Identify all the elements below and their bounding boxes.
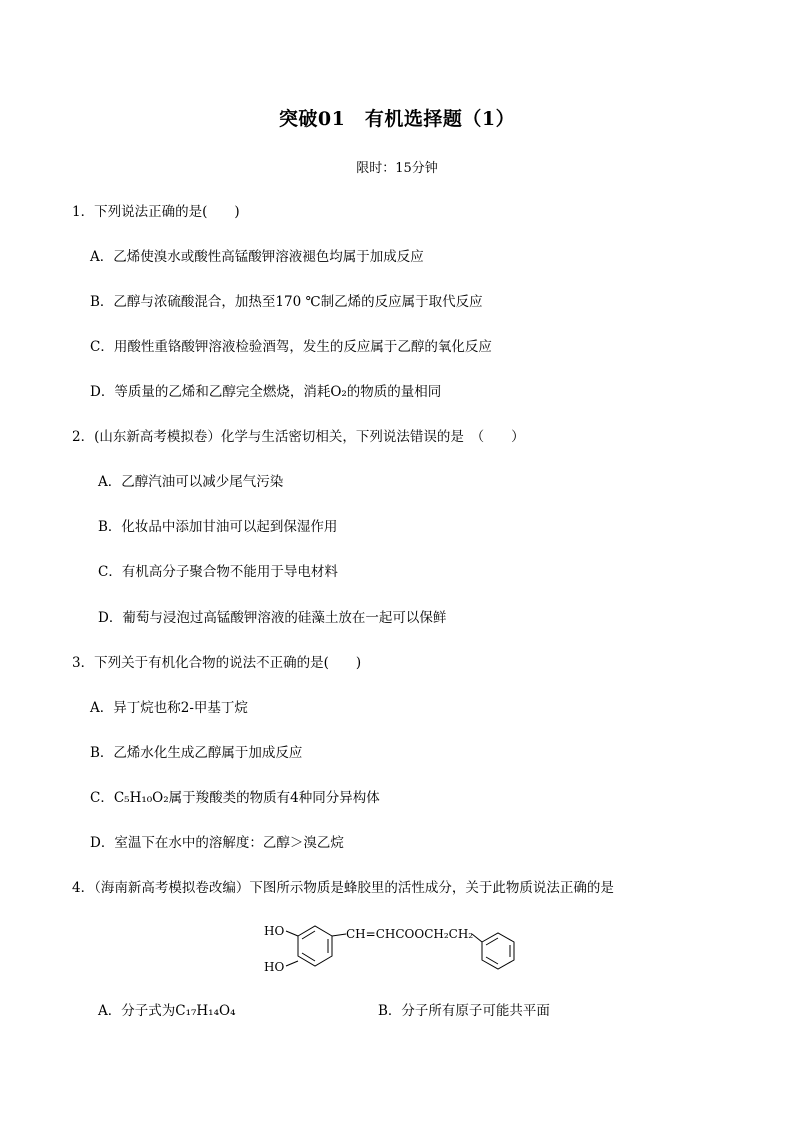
question-1-stem: 1．下列说法正确的是( ): [72, 204, 240, 220]
question-3-option-d: D．室温下在水中的溶解度：乙醇＞溴乙烷: [90, 835, 344, 851]
question-4-stem: 4．（海南新高考模拟卷改编）下图所示物质是蜂胶里的活性成分，关于此物质说法正确的是: [72, 880, 614, 896]
question-2-option-d: D．葡萄与浸泡过高锰酸钾溶液的硅藻土放在一起可以保鲜: [98, 610, 447, 626]
catechol-ring: [298, 926, 332, 966]
bond-chain-phenyl: [472, 934, 482, 942]
question-1-option-c: C．用酸性重铬酸钾溶液检验酒驾，发生的反应属于乙醇的氧化反应: [90, 339, 492, 355]
question-4-option-b: B．分子所有原子可能共平面: [378, 1003, 550, 1019]
question-3-option-c: C．C₅H₁₀O₂属于羧酸类的物质有4种同分异构体: [90, 790, 380, 806]
structure-chain: CH=CHCOOCH₂CH₂: [346, 927, 474, 941]
page-title: 突破01 有机选择题（1）: [278, 108, 516, 130]
question-2-option-a: A．乙醇汽油可以减少尾气污染: [98, 474, 284, 490]
bond-ho-bottom: [286, 961, 298, 966]
question-3-option-a: A．异丁烷也称2-甲基丁烷: [90, 700, 248, 716]
question-1-option-b: B．乙醇与浓硫酸混合，加热至170 ℃制乙烯的反应属于取代反应: [90, 294, 483, 310]
bond-ho-top: [286, 931, 298, 936]
structure-ho-bottom: HO: [264, 960, 285, 974]
time-limit: 限时：15分钟: [356, 161, 438, 176]
question-2-option-b: B．化妆品中添加甘油可以起到保湿作用: [98, 519, 338, 535]
question-2-stem: 2．(山东新高考模拟卷）化学与生活密切相关，下列说法错误的是 （ ）: [72, 429, 525, 445]
question-4-option-a: A．分子式为C₁₇H₁₄O₄: [98, 1003, 236, 1019]
question-2-option-c: C．有机高分子聚合物不能用于导电材料: [98, 564, 338, 580]
question-3-stem: 3．下列关于有机化合物的说法不正确的是( ): [72, 655, 362, 671]
bond-ring-chain: [332, 934, 346, 936]
question-3-option-b: B．乙烯水化生成乙醇属于加成反应: [90, 745, 303, 761]
structure-ho-top: HO: [264, 924, 285, 938]
question-1-option-d: D．等质量的乙烯和乙醇完全燃烧，消耗O₂的物质的量相同: [90, 384, 442, 400]
question-1-option-a: A．乙烯使溴水或酸性高锰酸钾溶液褪色均属于加成反应: [90, 249, 424, 265]
chemical-structure-diagram: [260, 918, 530, 978]
